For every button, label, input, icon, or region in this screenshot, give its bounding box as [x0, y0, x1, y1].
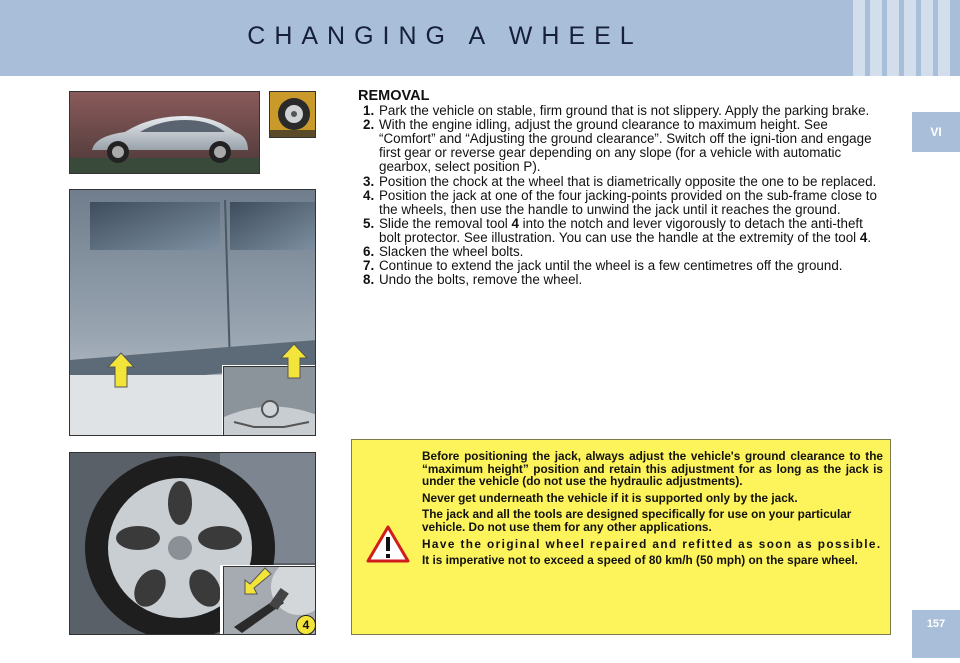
- removal-heading: REMOVAL: [358, 88, 430, 104]
- spare-wheel-photo: [269, 91, 316, 138]
- list-item: 1. Park the vehicle on stable, firm ground that is not slippery. Apply the parking brake.: [363, 103, 870, 119]
- list-item: 8. Undo the bolts, remove the wheel.: [363, 272, 583, 288]
- list-item: 2. With the engine idling, adjust the ground clearance to maximum height. See “Comfort” and “Adjusting the ground clearance”. Switch off the igni-tion and engage first gear or reverse gear depending on any slope (for a vehicle with automatic gearbox, select position P).: [363, 117, 872, 175]
- warning-triangle-icon: [366, 524, 410, 564]
- removal-steps: [358, 104, 888, 287]
- warning-paragraph: Never get underneath the vehicle if it is supported only by the jack.: [422, 490, 798, 505]
- header-stripes: [853, 0, 950, 76]
- chapter-tab: VI: [912, 112, 960, 152]
- list-item: 4. Position the jack at one of the four jacking-points provided on the sub-frame close to the wheels, then use the handle to unwind the jack until it reaches the ground.: [363, 187, 877, 217]
- page-number: 157: [912, 610, 960, 658]
- list-item: 5. Slide the removal tool 4 into the notch and lever vigorously to detach the anti-theft bolt protector. See illustration. You can use the handle at the extremity of the tool 4.: [363, 215, 872, 245]
- list-item: 7. Continue to extend the jack until the wheel is a few centimetres off the ground.: [363, 258, 843, 274]
- warning-paragraph: Before positioning the jack, always adjust the vehicle's ground clearance to the “maximum height” position and retain this adjustment for as long as the jack is under the vehicle (do not use the hydraulic adjustments).: [422, 449, 883, 489]
- warning-paragraph: Have the original wheel repaired and refitted as soon as possible.: [422, 536, 882, 551]
- warning-paragraph: The jack and all the tools are designed specifically for use on your particular vehicle. Do not use them for any other applications.: [422, 507, 852, 534]
- page-header: [0, 0, 960, 76]
- warning-box: [351, 439, 891, 635]
- warning-paragraph: It is imperative not to exceed a speed of 80 km/h (50 mph) on the spare wheel.: [422, 553, 858, 568]
- jacking-point-arrow-icon: [107, 352, 135, 388]
- list-item: 3. Position the chock at the wheel that is diametrically opposite the one to be replaced.: [363, 173, 877, 189]
- removal-section: [358, 89, 888, 287]
- car-side-photo: [69, 91, 260, 174]
- tool-arrow-icon: [241, 566, 273, 598]
- warning-text: [422, 450, 883, 571]
- page-title: CHANGING A WHEEL: [247, 22, 643, 50]
- list-item: 6. Slacken the wheel bolts.: [363, 244, 524, 260]
- jacking-point-arrow-icon: [280, 343, 308, 379]
- tool-number-badge: 4: [296, 615, 316, 635]
